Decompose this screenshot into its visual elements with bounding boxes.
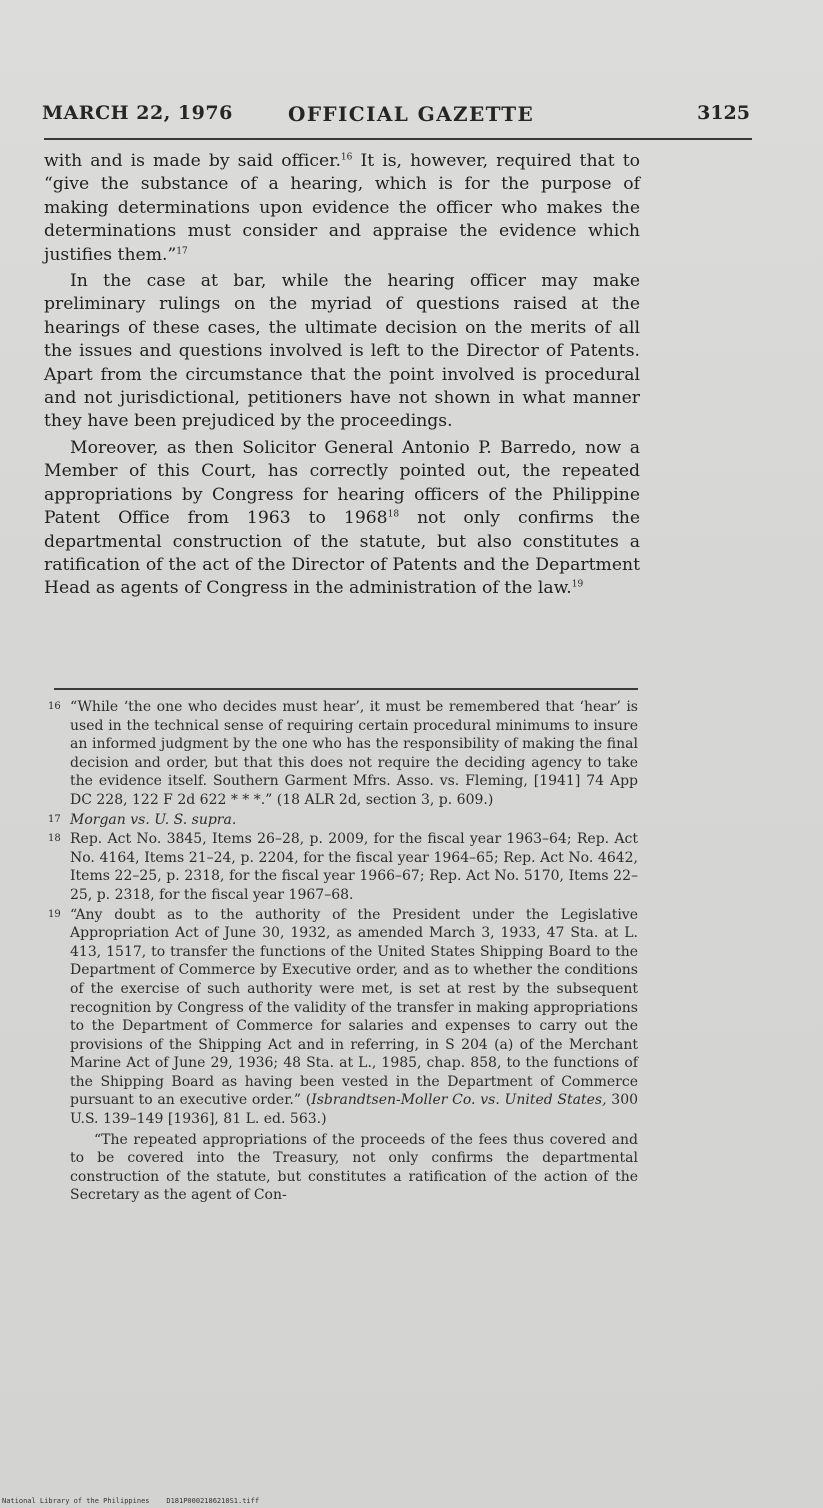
paragraph-1 — [44, 150, 640, 267]
footnote-16-number: 16 — [48, 701, 61, 712]
scan-footer: National Library of the Philippines D181P0002186210S1.tiff — [2, 1497, 260, 1505]
paragraph-2: In the case at bar, while the hearing officer may make preliminary rulings on the myriad of questions raised at the hearings of these cases, the ultimate decision on the merits of all the issues and questions involved is left to the Director of Patents. Apart from the circumstance that the point involved is procedural and not jurisdictional, petitioners have not shown in what manner they have been prejudiced by the proceedings. — [44, 271, 640, 432]
footnote-18-number: 18 — [48, 833, 61, 845]
paragraph-3 — [44, 437, 640, 601]
footnote-19 — [48, 906, 638, 1129]
footnote-18-text: Rep. Act No. 3845, Items 26–28, p. 2009, for the fiscal year 1963–64; Rep. Act No. 4164, Items 21–24, p. 2204, for the fiscal year 1964–65; Rep. Act No. 4642, Items 22–25, p. 2318, for the fiscal year 1966–67; Rep. Act No. 5170, Items 22–25, p. 2318, for the fiscal year 1967–68. — [70, 831, 638, 903]
footnote-18 — [48, 830, 638, 904]
footnotes — [48, 698, 638, 1205]
p1-text-a: with and is made by said officer. — [44, 151, 341, 171]
p1-text-b: It is, however, required that to “give the substance of a hearing, which is for the purpose of making determinations upon evidence the officer who makes the determinations must consider and appraise the evidence which justifies them.” — [44, 151, 640, 265]
footnote-ref-16: 16 — [340, 152, 353, 163]
footnote-19-text-b: 300 U.S. 139–149 [1936], 81 L. ed. 563.) — [70, 1092, 639, 1128]
footnote-ref-18: 18 — [387, 509, 400, 520]
header-page-number: 3125 — [697, 102, 750, 124]
page-header — [42, 102, 754, 132]
footnote-17-number: 17 — [48, 813, 61, 825]
body-text — [44, 150, 640, 601]
footnote-19-paragraph-2: “The repeated appropriations of the proceeds of the fees thus covered and to be covered into the Treasury, not only confirms the departmental construction of the statute, but constitutes a ratification of the action of the Secretary as the agent of Con- — [70, 1131, 638, 1204]
footnote-16 — [48, 698, 638, 810]
footnote-17-text: Morgan vs. U. S. supra. — [70, 811, 237, 828]
footnote-17 — [48, 811, 638, 830]
p3-text-a: Moreover, as then Solicitor General Antonio P. Barredo, now a Member of this Court, has correctly pointed out, the repeated appropriations by Congress for hearing officers of the Philippine Patent Office from 1963 to 1968 — [44, 437, 640, 529]
footnote-19-case-name: Isbrandtsen-Moller Co. vs. United States, — [311, 1092, 607, 1109]
header-rule — [44, 138, 752, 140]
header-date: MARCH 22, 1976 — [42, 102, 233, 124]
footnote-16-text: “While ‘the one who decides must hear’, it must be remembered that ‘hear’ is used in the technical sense of requiring certain procedural minimums to insure an informed judgment by the one who has the responsibility of making the final decision and order, but that this does not require the deciding agency to take the evidence itself. Southern Garment Mfrs. Asso. vs. Fleming, [1941] 74 App DC 228, 122 F 2d 622 * * *.” (18 ALR 2d, section 3, p. 609.) — [70, 699, 638, 808]
footnote-ref-19: 19 — [571, 579, 584, 590]
footnote-ref-17: 17 — [176, 245, 188, 256]
footnote-19-number: 19 — [48, 908, 61, 920]
header-title: OFFICIAL GAZETTE — [288, 102, 535, 126]
footnote-rule — [54, 688, 638, 690]
p3-text-b: not only confirms the departmental construction of the statute, but also constitutes a ratification of the act of the Director of Patents and the Department Head as agents of Congress in the administration of the law. — [44, 508, 640, 599]
footnote-19-text-a: “Any doubt as to the authority of the President under the Legislative Appropriation Act of June 30, 1932, as amended March 3, 1933, 47 Sta. at L. 413, 1517, to transfer the functions of the United States Shipping Board to the Department of Commerce by Executive order, and as to whether the conditions of the exercise of such authority were met, is set at rest by the subsequent recognition by Congress of the validity of the transfer in making appropriations to the Department of Commerce for salaries and expenses to carry out the provisions of the Shipping Act and in referring, in S 204 (a) of the Merchant Marine Act of June 29, 1936; 48 Sta. at L., 1985, chap. 858, to the functions of the Shipping Board as having been vested in the Department of Commerce pursuant to an executive order.” ( — [70, 906, 638, 1109]
